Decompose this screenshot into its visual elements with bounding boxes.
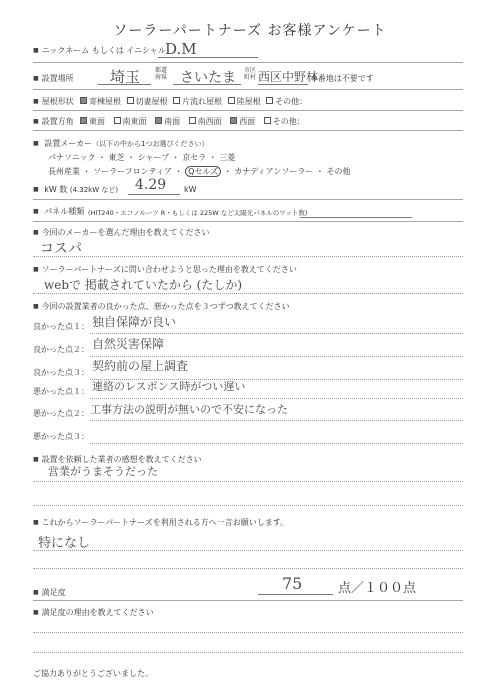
answer-line [90,420,463,421]
maker-option-canadian-solar[interactable]: カナディアンソーラー [234,167,314,176]
maker-option-other[interactable]: その他 [326,167,351,176]
city-underline [173,84,241,85]
divider [33,199,463,200]
good-label-2: 良かった点２： [33,345,89,354]
direction-option-other[interactable] [264,117,305,126]
maker-option-kyocera[interactable]: 京セラ [182,153,207,162]
direction-options [80,117,305,127]
maker-option-sharp[interactable]: シャープ [137,153,170,162]
roof-option-label: 寄棟屋根 [89,97,121,106]
direction-option-label: 南東面 [122,117,147,126]
divider [33,600,463,601]
maker-option-choshu[interactable]: 長州産業 [48,167,80,176]
good-label-1: 良かった点１： [33,322,89,331]
location-city: さいたま [180,70,236,86]
message-label: ■ これからソーラーパートナーズを利用される方へ一言お願いします。 [33,518,288,528]
roof-option-label: 切妻屋根 [135,97,168,106]
maker-option-panasonic[interactable]: パナソニック [48,153,96,162]
panel-label [33,207,84,217]
ward-underline [258,84,308,85]
score-underline [258,594,333,595]
direction-option-label: その他： [272,117,305,126]
location-note: ※番地は不要です [311,74,374,83]
divider [33,110,463,111]
roof-options [80,97,307,107]
checked-checkbox-icon [230,117,237,124]
checkbox-icon [127,97,134,104]
checkbox-icon [228,97,235,104]
direction-option-label: 南面 [164,117,181,126]
roof-option-yosemune[interactable] [80,97,121,106]
bad-label-3: 悪かった点３： [33,432,89,441]
footer-thanks: ご協力ありがとうございました。 [33,669,153,678]
pref-unit [155,67,167,81]
answer-line [90,443,463,444]
maker-hint: （以下の中から1つお選びください） [92,140,209,148]
direction-option-label: 南西面 [197,117,222,126]
message-answer: 特になし [38,536,91,551]
kw-value: 4.29 [135,177,167,193]
impression-answer: 営業がうまそうだった [48,465,158,478]
roof-option-katanagare[interactable] [173,97,222,106]
city-unit [244,67,256,81]
bad-label-1: 悪かった点１： [33,387,89,396]
kw-hint: (4.32kW など) [69,186,119,194]
city-unit-bottom: 町村 [244,74,257,81]
kw-underline [128,194,180,195]
kw-label-text: kW 数 [44,185,68,194]
good-answer-2: 自然災害保障 [92,337,165,351]
city-unit-top: 市区 [244,67,257,74]
location-pref: 埼玉 [110,68,141,86]
maker-row-2: 長州産業 ・ ソーラーフロンティア ・ Qセルズ ・ カナディアンソーラー ・ その他 [48,167,351,176]
nickname-label: ■ ニックネーム もしくは イニシャル [33,46,166,56]
inquiry-reason-label: ■ ソーラーパートナーズに問い合わせようと思った理由を教えてください [33,265,297,275]
maker-option-mitsubishi[interactable]: 三菱 [219,153,236,162]
location-ward: 西区中野林 [258,70,319,84]
divider [33,62,463,63]
good-answer-1: 独自保障が良い [92,315,177,329]
bad-answer-2: 工事方法の説明が無いので不安になった [90,403,288,416]
roof-option-label: その他： [275,97,308,106]
answer-line [90,398,463,399]
satisfaction-suffix: 点／１００点 [338,581,417,596]
survey-title: ソーラーパートナーズ お客様アンケート [113,23,387,39]
kw-unit: kW [184,185,197,194]
direction-option-southwest[interactable] [189,117,222,126]
maker-reason-label: ■ 今回のメーカーを選んだ理由を教えてください [33,228,210,238]
inquiry-reason-answer: webで 掲載されていたから (たしか) [44,278,243,292]
roof-option-kirizuma[interactable] [127,97,168,106]
panel-underline [300,217,412,218]
direction-option-southeast[interactable] [114,117,147,126]
answer-line [33,293,463,294]
roof-option-label: 陸屋根 [236,97,261,106]
bad-label-2: 悪かった点２： [33,409,89,418]
good-answer-3: 契約前の屋上調査 [92,359,189,373]
answer-line [33,550,463,551]
good-label-3: 良かった点３： [33,368,89,377]
maker-option-q-cells[interactable]: Qセルズ [185,166,221,177]
maker-option-solar-frontier[interactable]: ソーラーフロンティア [93,167,173,176]
kw-label [33,185,118,195]
maker-label-text: 設置メーカー [44,139,93,148]
checkbox-icon [264,117,271,124]
answer-line [33,632,463,633]
satisfaction-label: ■ 満足度 [33,588,66,598]
bad-answer-1: 連絡のレスポンス時がつい遅い [92,380,246,393]
location-label: ■ 設置場所 [33,74,74,84]
answer-line [33,568,463,569]
pref-underline [98,84,151,85]
checkbox-icon [173,97,180,104]
checkbox-icon [189,117,196,124]
direction-option-south[interactable] [155,117,180,126]
satisfaction-score: 75 [282,574,303,593]
panel-label-text: パネル種類 [44,207,85,216]
panel-hint: (HIT240・エコノルーツ R・もしくは 225W など太陽光パネルのワット数) [88,209,308,217]
roof-option-label: 片流れ屋根 [182,97,223,106]
answer-line [33,652,463,653]
checked-checkbox-icon [80,117,87,124]
answer-line [90,333,463,334]
nickname-value: D.M [165,40,197,58]
checkbox-icon [266,97,273,104]
direction-option-label: 東面 [89,117,105,126]
satisfaction-reason-label: ■ 満足度の理由を教えてください [33,608,154,618]
maker-label [33,139,209,149]
direction-label: ■ 設置方角 [33,117,74,127]
maker-reason-answer: コスパ [40,241,82,257]
nickname-underline [158,57,258,58]
answer-line [33,505,463,506]
pref-unit-bottom: 府県 [155,74,168,81]
answer-line [33,256,463,257]
direction-option-west[interactable] [230,117,255,126]
maker-row-1: パナソニック ・ 東芝 ・ シャープ ・ 京セラ ・ 三菱 [48,153,236,162]
direction-option-east[interactable] [80,117,105,126]
answer-line [33,481,463,482]
roof-label: ■ 屋根形状 [33,97,74,107]
good-bad-label: ■ 今回の設置業者の良かった点、悪かった点を３つずつ教えてください [33,302,290,312]
divider [33,130,463,131]
checked-checkbox-icon [80,97,87,104]
direction-option-label: 西面 [239,117,256,126]
checked-checkbox-icon [155,117,162,124]
maker-option-toshiba[interactable]: 東芝 [108,153,125,162]
roof-option-rikuyane[interactable] [228,97,261,106]
pref-unit-top: 都道 [155,67,168,74]
divider [33,221,463,222]
impression-label: ■ 設置を依頼した業者の感想を教えてください [33,455,202,465]
divider [33,89,463,90]
roof-option-other[interactable] [266,97,307,106]
checkbox-icon [114,117,121,124]
